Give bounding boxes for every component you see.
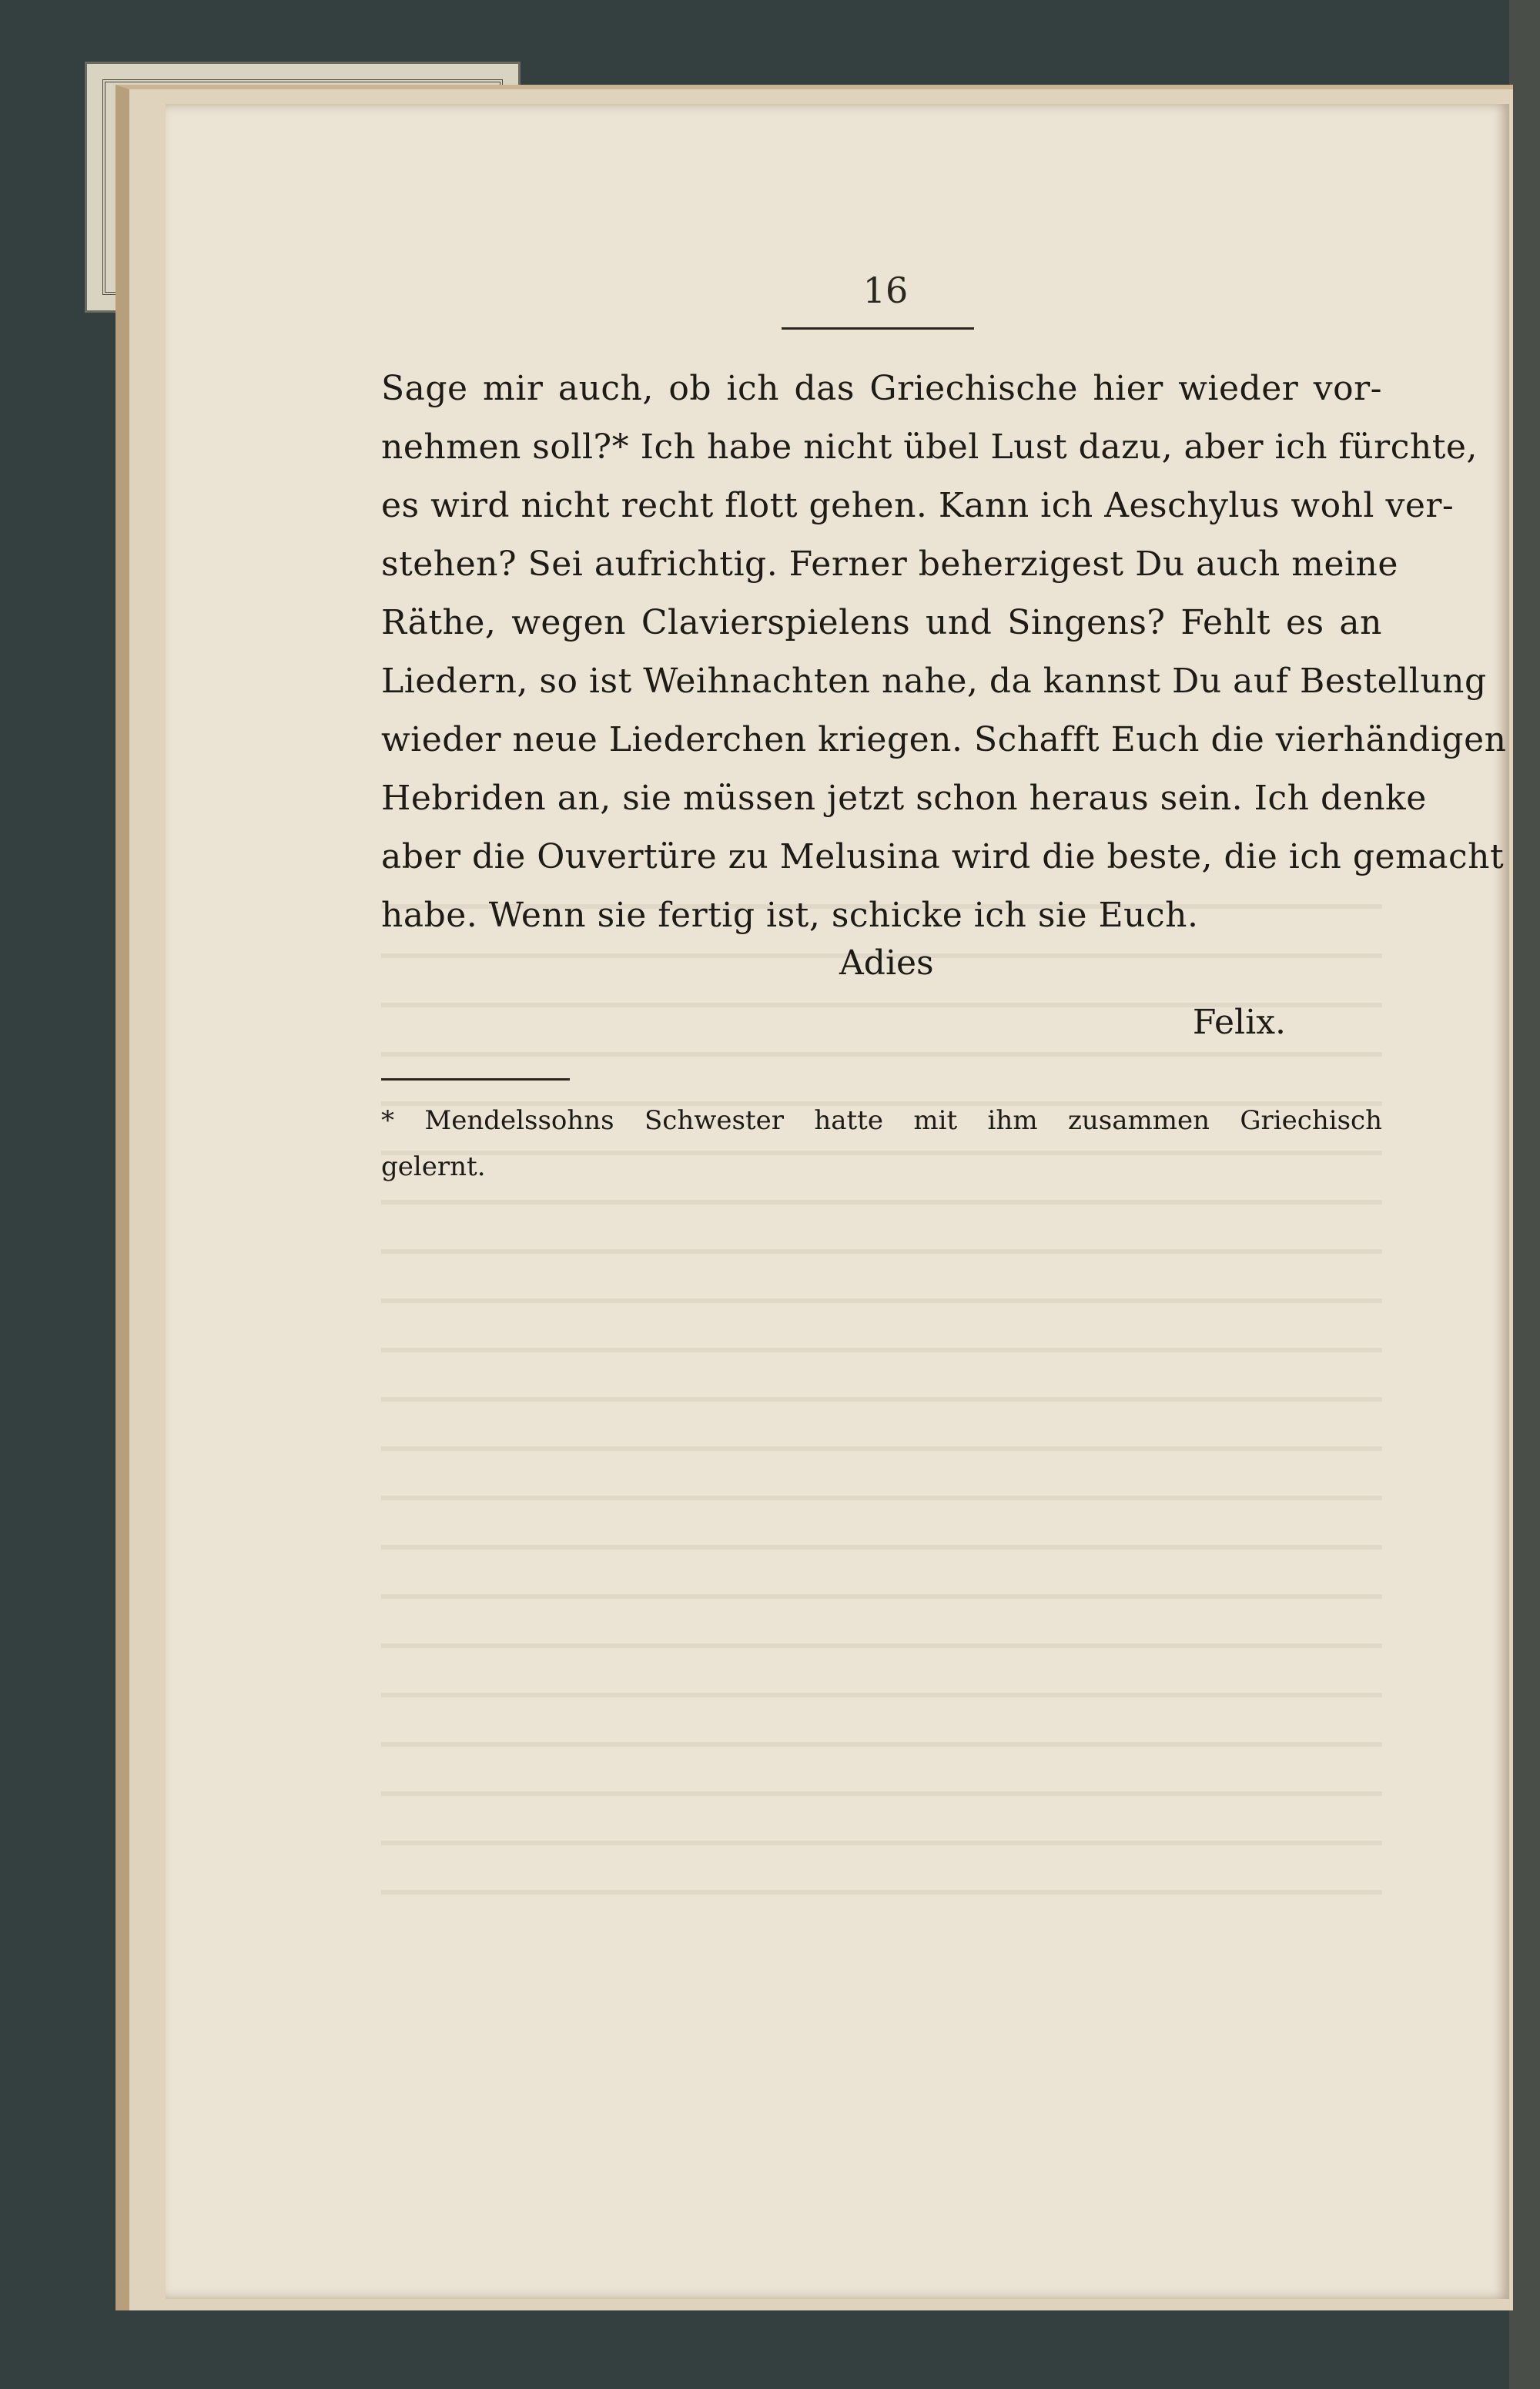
body-line: habe. Wenn sie fertig ist, schicke ich sie Euch. xyxy=(381,896,1199,935)
body-line: es wird nicht recht flott gehen. Kann ich Aeschylus wohl ver- xyxy=(381,486,1455,525)
signature: Felix. xyxy=(1192,1003,1286,1042)
body-line: Räthe, wegen Clavierspielens und Singens? Fehlt es an xyxy=(381,603,1382,642)
body-line: Liedern, so ist Weihnachten nahe, da kannst Du auf Bestellung xyxy=(381,662,1487,701)
signoff: Adies xyxy=(839,943,934,983)
footnote-line: gelernt. xyxy=(381,1151,486,1182)
body-line: aber die Ouvertüre zu Melusina wird die beste, die ich gemacht xyxy=(381,837,1505,876)
body-line: stehen? Sei aufrichtig. Ferner beherzigest Du auch meine xyxy=(381,544,1398,584)
body-line: nehmen soll?* Ich habe nicht übel Lust dazu, aber ich fürchte, xyxy=(381,427,1478,467)
body-line: Sage mir auch, ob ich das Griechische hier wieder vor- xyxy=(381,369,1382,408)
footnote-line: * Mendelssohns Schwester hatte mit ihm zusammen Griechisch xyxy=(381,1105,1382,1136)
body-line: wieder neue Liederchen kriegen. Schafft Euch die vierhändigen xyxy=(381,720,1507,759)
book-cover-edge xyxy=(1509,0,1540,2389)
page-number: 16 xyxy=(862,270,909,311)
header-rule xyxy=(782,327,974,330)
body-line: Hebriden an, sie müssen jetzt schon heraus sein. Ich denke xyxy=(381,779,1427,818)
footnote-rule xyxy=(381,1078,570,1081)
